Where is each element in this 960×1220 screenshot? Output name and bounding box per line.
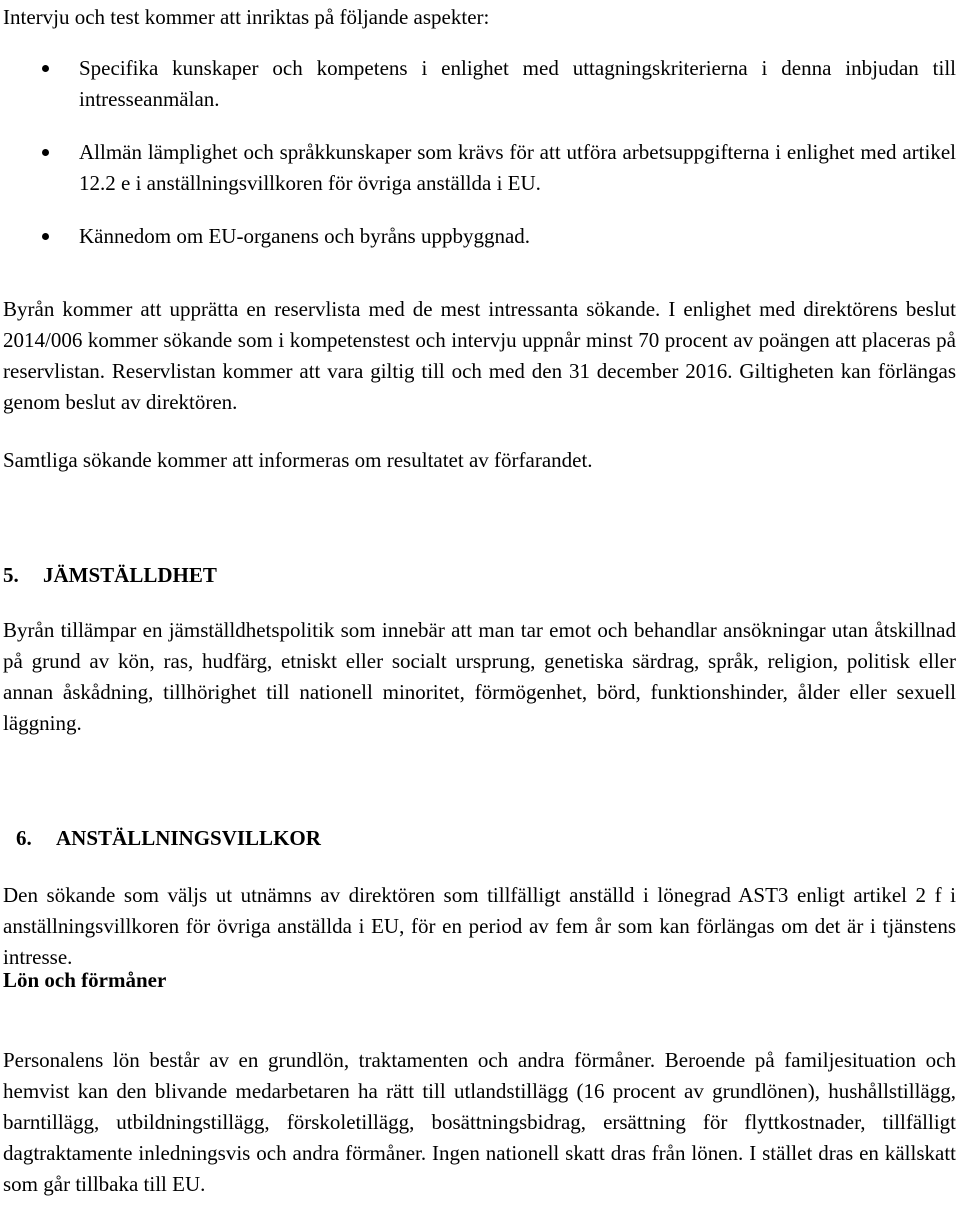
aspects-list	[3, 53, 956, 252]
section-5-heading	[3, 560, 956, 591]
bullet-icon	[42, 233, 49, 240]
list-item-text: Specifika kunskaper och kompetens i enlighet med uttagningskriterierna i denna inbjudan till intresseanmälan.	[79, 56, 956, 111]
employment-terms-paragraph: Den sökande som väljs ut utnämns av direktören som tillfälligt anställd i lönegrad AST3 enligt artikel 2 f i anställningsvillkoren för övriga anställda i EU, för en period av fem år som kan förlängas om det är i tjänstens intresse.	[3, 883, 956, 969]
section-title: ANSTÄLLNINGSVILLKOR	[56, 826, 321, 850]
section-title: JÄMSTÄLLDHET	[43, 563, 217, 587]
intro-text: Intervju och test kommer att inriktas på följande aspekter:	[3, 5, 490, 29]
salary-paragraph: Personalens lön består av en grundlön, traktamenten och andra förmåner. Beroende på familjesituation och hemvist kan den blivande medarbetaren ha rätt till utlandstillägg (16 procent av grundlönen), hushållstillägg, barntillägg, utbildningstillägg, förskoletillägg, bosättningsbidrag, ersättning för flyttkostnader, tillfälligt dagtraktamente inledningsvis och andra förmåner. Ingen nationell skatt dras från lönen. I stället dras en källskatt som går tillbaka till EU.	[3, 1048, 956, 1196]
inform-paragraph: Samtliga sökande kommer att informeras om resultatet av förfarandet.	[3, 448, 593, 472]
list-item-text: Kännedom om EU-organens och byråns uppbyggnad.	[79, 224, 531, 248]
salary-heading: Lön och förmåner	[3, 968, 167, 992]
list-item-text: Allmän lämplighet och språkkunskaper som krävs för att utföra arbetsuppgifterna i enlighet med artikel 12.2 e i anställningsvillkoren för övriga anställda i EU.	[79, 140, 956, 195]
list-item	[3, 53, 956, 137]
list-item	[3, 137, 956, 221]
section-6-heading	[16, 823, 956, 854]
equality-paragraph: Byrån tillämpar en jämställdhetspolitik som innebär att man tar emot och behandlar ansökningar utan åtskillnad på grund av kön, ras, hudfärg, etniskt eller socialt ursprung, genetiska särdrag, språk, religion, politisk eller annan åskådning, tillhörighet till nationell minoritet, förmögenhet, börd, funktionshinder, ålder eller sexuell läggning.	[3, 618, 956, 735]
section-number: 5.	[3, 563, 19, 587]
list-item	[3, 221, 956, 252]
bullet-icon	[42, 149, 49, 156]
reserve-list-paragraph: Byrån kommer att upprätta en reservlista med de mest intressanta sökande. I enlighet med direktörens beslut 2014/006 kommer sökande som i kompetenstest och intervju uppnår minst 70 procent av poängen att placeras på reservlistan. Reservlistan kommer att vara giltig till och med den 31 december 2016. Giltigheten kan förlängas genom beslut av direktören.	[3, 297, 956, 414]
bullet-icon	[42, 65, 49, 72]
section-number: 6.	[16, 826, 32, 850]
